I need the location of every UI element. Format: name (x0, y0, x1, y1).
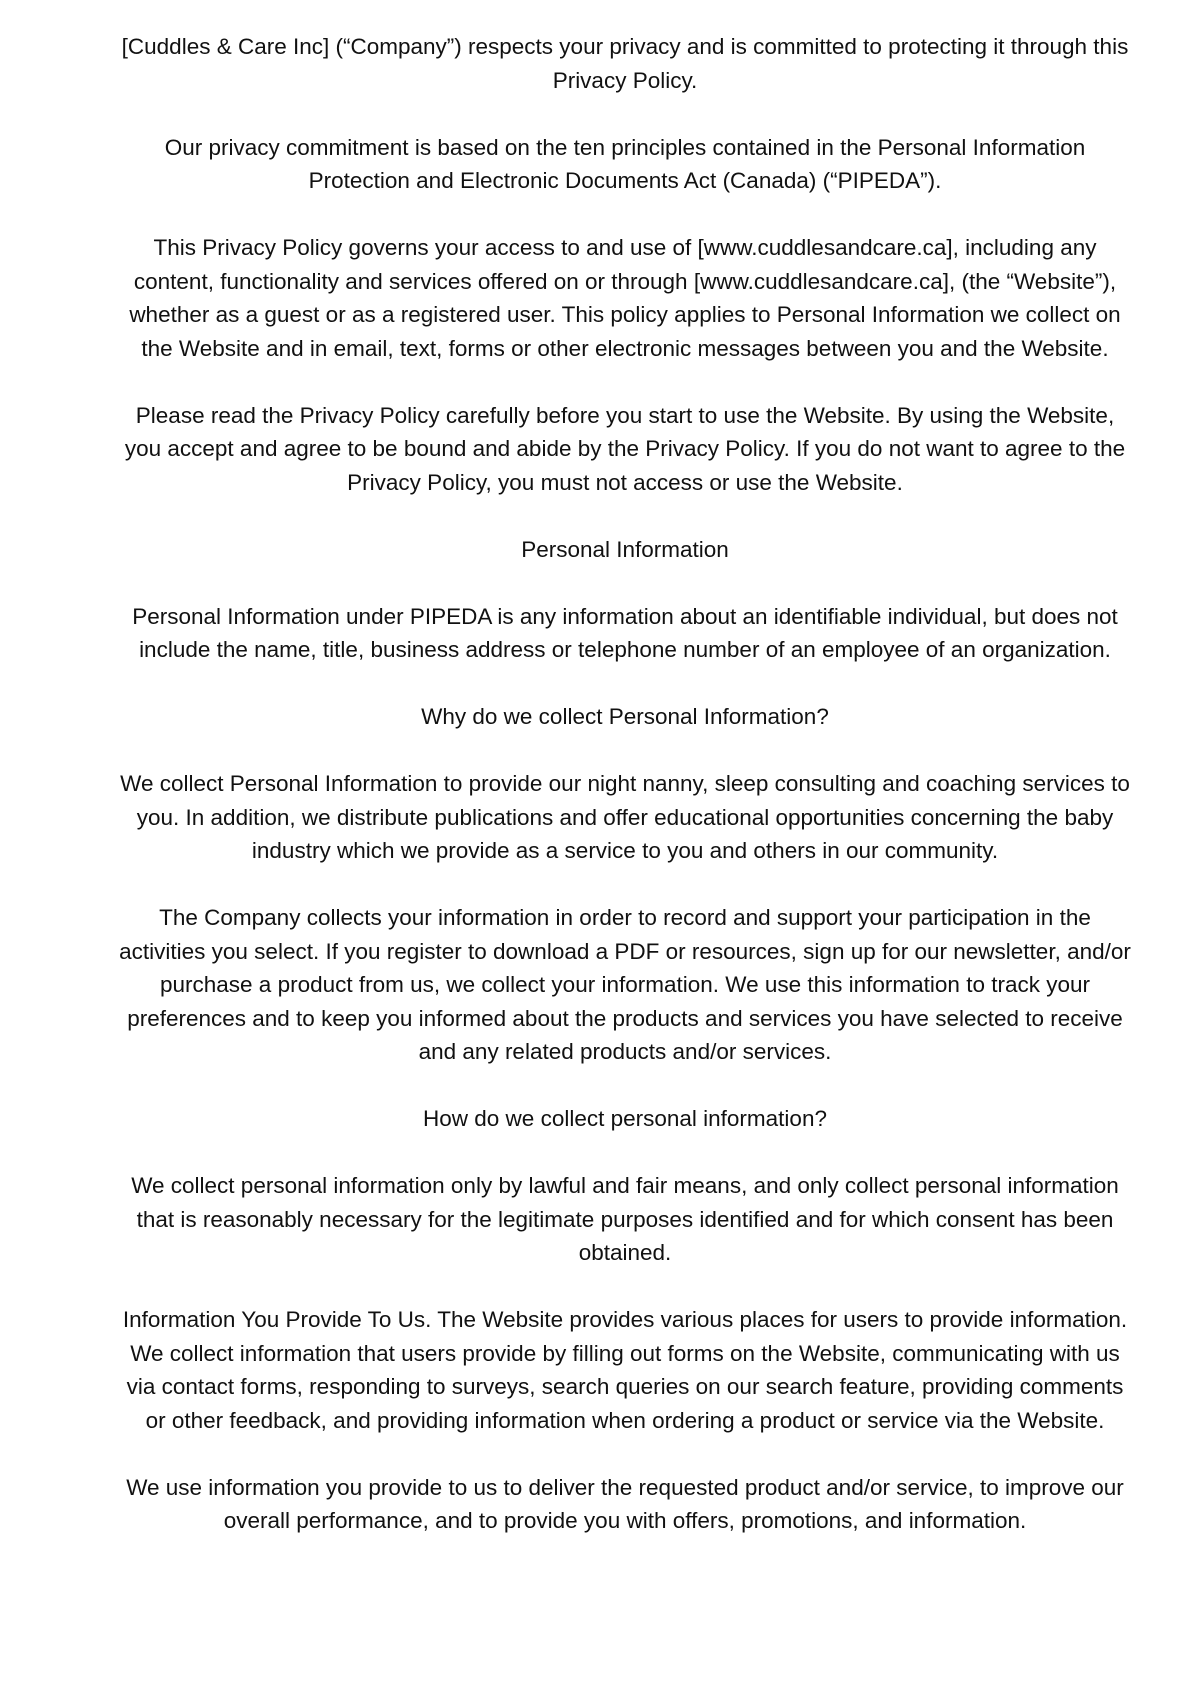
pipeda-commitment-paragraph: Our privacy commitment is based on the ten principles contained in the Personal Information Protection and Electronic Documents Act (Canada) (“PIPEDA”). (164, 134, 1086, 193)
read-carefully-paragraph: Please read the Privacy Policy carefully before you start to use the Website. By using the Website, you accept and agree to be bound and abide by the Privacy Policy. If you do not want to agree to the Privacy Policy, you must not access or use the Website. (124, 402, 1126, 495)
information-you-provide-paragraph: Information You Provide To Us. The Website provides various places for users to provide information. We collect information that users provide by filling out forms on the Website, communicating with us via contact forms, responding to surveys, search queries on our search feature, providing comments or other feedback, and providing information when ordering a product or service via the Website. (122, 1307, 1128, 1433)
section-heading-how-collect: How do we collect personal information? (423, 1106, 827, 1131)
collection-purpose-paragraph: The Company collects your information in order to record and support your participation in the activities you select. If you register to download a PDF or resources, sign up for our newsletter, and/or purchase a product from us, we collect your information. We use this information to track your preferences and to keep you informed about the products and services you have selected to receive and any related products and/or services. (119, 905, 1131, 1064)
intro-paragraph: [Cuddles & Care Inc] (“Company”) respects your privacy and is committed to protecting it through this Privacy Policy. (121, 34, 1129, 93)
section-heading-why-collect: Why do we collect Personal Information? (421, 704, 829, 729)
privacy-policy-body (115, 30, 1135, 1538)
information-use-paragraph: We use information you provide to us to deliver the requested product and/or service, to improve our overall performance, and to provide you with offers, promotions, and information. (126, 1474, 1124, 1533)
policy-scope-paragraph: This Privacy Policy governs your access to and use of [www.cuddlesandcare.ca], including any content, functionality and services offered on or through [www.cuddlesandcare.ca], (the “Website”), whether as a guest or as a registered user. This policy applies to Personal Information we collect on the Website and in email, text, forms or other electronic messages between you and the Website. (129, 235, 1121, 361)
why-collect-paragraph: We collect Personal Information to provide our night nanny, sleep consulting and coaching services to you. In addition, we distribute publications and offer educational opportunities concerning the baby industry which we provide as a service to you and others in our community. (120, 771, 1130, 863)
section-heading-personal-information: Personal Information (521, 536, 729, 562)
personal-information-definition-paragraph: Personal Information under PIPEDA is any information about an identifiable individual, but does not include the name, title, business address or telephone number of an employee of an organization. (132, 603, 1118, 662)
lawful-collection-paragraph: We collect personal information only by lawful and fair means, and only collect personal information that is reasonably necessary for the legitimate purposes identified and for which consent has been obtained. (131, 1173, 1119, 1265)
